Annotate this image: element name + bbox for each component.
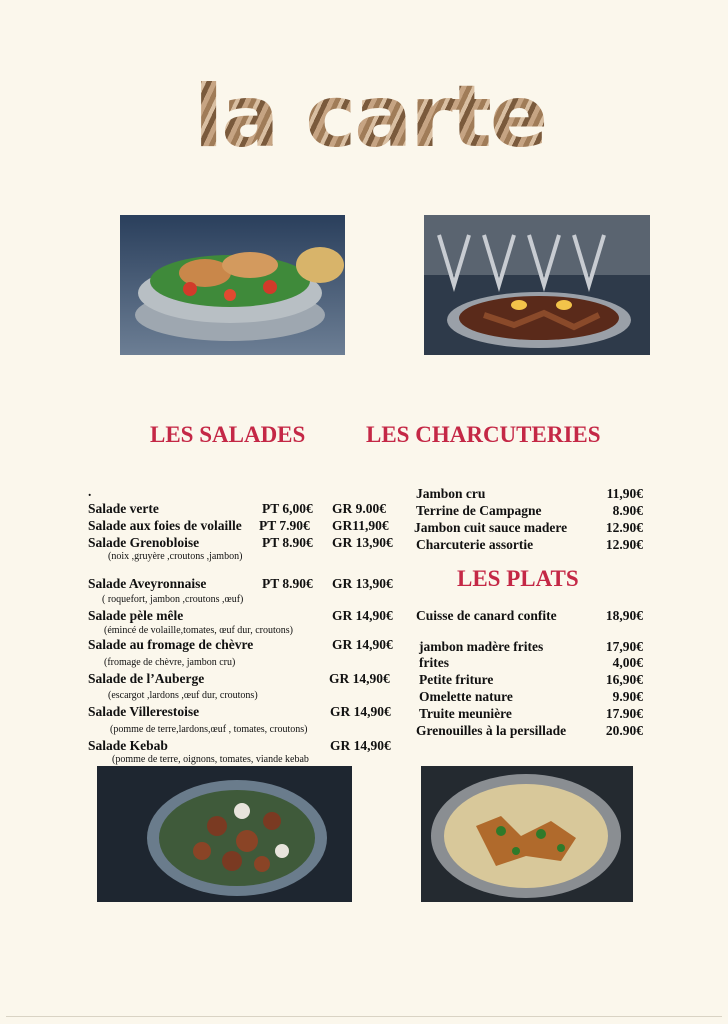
menu-item-price: 20.90€ bbox=[605, 723, 643, 738]
menu-title: la carte bbox=[190, 72, 550, 162]
menu-item-name: Salade pèle mêle bbox=[88, 608, 184, 623]
frogs-dish-photo bbox=[421, 766, 633, 902]
menu-item-desc: (émincé de volaille,tomates, œuf dur, croutons) bbox=[104, 625, 293, 636]
menu-item-price: 12.90€ bbox=[605, 537, 643, 552]
menu-item-desc: ( roquefort, jambon ,croutons ,œuf) bbox=[102, 594, 244, 605]
salad-photo bbox=[120, 215, 345, 355]
menu-item-price-gr: GR 14,90€ bbox=[330, 738, 391, 753]
menu-item-desc: (pomme de terre, oignons, tomates, viande kebab bbox=[112, 754, 309, 765]
menu-item-name: Charcuterie assortie bbox=[416, 537, 534, 552]
menu-item-name: Omelette nature bbox=[419, 689, 513, 704]
menu-item-name: Truite meunière bbox=[419, 706, 512, 721]
menu-item-price: 12.90€ bbox=[605, 520, 643, 535]
menu-item-price: 16,90€ bbox=[605, 672, 643, 687]
charcuterie-photo bbox=[424, 215, 650, 355]
menu-item-name: Salade Aveyronnaise bbox=[88, 576, 207, 591]
menu-item-price-pt: PT 8.90€ bbox=[262, 576, 313, 591]
menu-item-price: 17,90€ bbox=[605, 639, 643, 654]
menu-item-price-pt: PT 7.90€ bbox=[259, 518, 310, 533]
menu-item-price-gr: GR 13,90€ bbox=[332, 576, 393, 591]
menu-item-price-gr: GR 14,90€ bbox=[329, 671, 390, 686]
menu-item-price: 11,90€ bbox=[606, 486, 643, 501]
menu-item-name: Salade Kebab bbox=[88, 738, 168, 753]
menu-item-name: Cuisse de canard confite bbox=[416, 608, 557, 623]
menu-item-price: 4,00€ bbox=[612, 655, 643, 670]
menu-item-name: Salade de l’Auberge bbox=[88, 671, 205, 686]
menu-item-price: 8.90€ bbox=[612, 503, 643, 518]
menu-item-price-gr: GR 13,90€ bbox=[332, 535, 393, 550]
kebab-salad-photo bbox=[97, 766, 352, 902]
menu-item-name: Terrine de Campagne bbox=[416, 503, 542, 518]
menu-item-name: Salade Villerestoise bbox=[88, 704, 200, 719]
menu-item-name: Petite friture bbox=[419, 672, 494, 687]
menu-item-price-gr: GR 14,90€ bbox=[332, 637, 393, 652]
menu-item-desc: (escargot ,lardons ,œuf dur, croutons) bbox=[108, 690, 258, 701]
page-edge-divider bbox=[6, 1016, 722, 1017]
menu-item-name: Salade aux foies de volaille bbox=[88, 518, 242, 533]
menu-item-price-gr: GR 9.00€ bbox=[332, 501, 386, 516]
salades-bullet: . bbox=[88, 484, 92, 499]
section-plats-title: LES PLATS bbox=[457, 566, 579, 591]
menu-item-name: jambon madère frites bbox=[419, 639, 544, 654]
menu-item-name: Jambon cru bbox=[416, 486, 486, 501]
menu-item-price: 18,90€ bbox=[605, 608, 643, 623]
menu-item-desc: (pomme de terre,lardons,œuf , tomates, croutons) bbox=[110, 724, 308, 735]
menu-item-name: Salade verte bbox=[88, 501, 159, 516]
menu-item-price: 9.90€ bbox=[612, 689, 643, 704]
menu-item-desc: (fromage de chèvre, jambon cru) bbox=[104, 657, 236, 668]
menu-item-price-pt: PT 6,00€ bbox=[262, 501, 313, 516]
menu-item-price-pt: PT 8.90€ bbox=[262, 535, 313, 550]
menu-item-price-gr: GR 14,90€ bbox=[330, 704, 391, 719]
menu-item-price-gr: GR 14,90€ bbox=[332, 608, 393, 623]
menu-item-name: Jambon cuit sauce madere bbox=[414, 520, 568, 535]
menu-item-name: Grenouilles à la persillade bbox=[416, 723, 567, 738]
section-charcuteries-title: LES CHARCUTERIES bbox=[366, 422, 601, 447]
menu-item-price-gr: GR11,90€ bbox=[332, 518, 389, 533]
menu-item-desc: (noix ,gruyère ,croutons ,jambon) bbox=[108, 551, 243, 562]
menu-item-name: frites bbox=[419, 655, 449, 670]
section-salades-title: LES SALADES bbox=[150, 422, 306, 447]
menu-item-name: Salade au fromage de chèvre bbox=[88, 637, 254, 652]
menu-item-price: 17.90€ bbox=[605, 706, 643, 721]
menu-item-name: Salade Grenobloise bbox=[88, 535, 200, 550]
